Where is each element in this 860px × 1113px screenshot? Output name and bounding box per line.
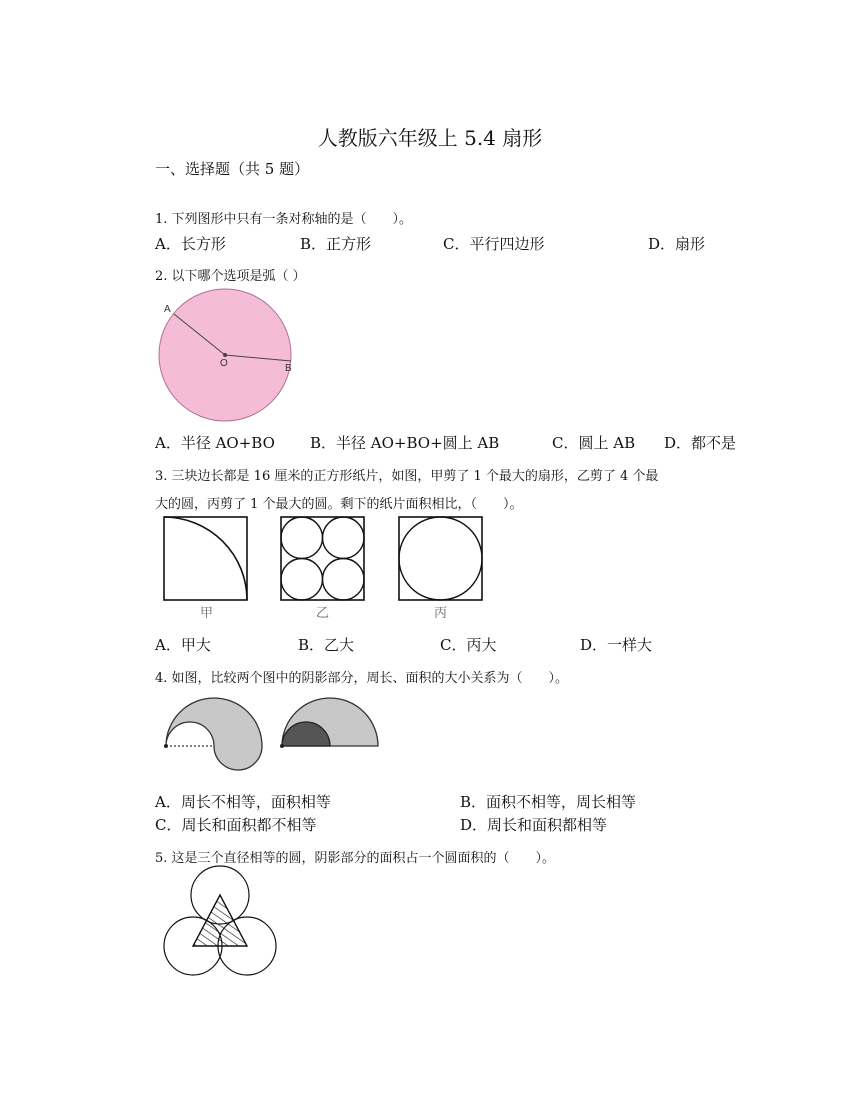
q4-left-endpoint [164,744,168,748]
q3-option-b: B．乙大 [298,636,355,654]
q2-option-a: A．半径 AO+BO [155,434,275,452]
q2-option-d: D．都不是 [664,434,737,452]
question-2-text: 2. 以下哪个选项是弧（ ） [155,269,306,284]
q1-option-b: B．正方形 [300,235,372,253]
question-4-text: 4. 如图，比较两个图中的阴影部分，周长、面积的大小关系为（ ）。 [155,671,569,686]
q1-option-c: C．平行四边形 [443,235,545,253]
q3-square-jia [164,517,247,600]
question-1-text: 1. 下列图形中只有一条对称轴的是（ ）。 [155,212,413,227]
q4-option-b: B．面积不相等，周长相等 [460,793,637,811]
q3-option-d: D．一样大 [580,636,653,654]
section-heading: 一、选择题（共 5 题） [155,160,310,178]
q4-left-shaded-region [166,698,262,770]
q1-option-a: A．长方形 [155,235,226,253]
q3-label-yi: 乙 [316,606,330,621]
q3-label-bing: 丙 [434,606,448,621]
q2-label-a: A [164,304,171,315]
q2-option-b: B．半径 AO+BO+圆上 AB [310,434,500,452]
q2-center-point [223,353,227,357]
q2-circle-figure [150,285,310,430]
q3-option-c: C．丙大 [440,636,497,654]
q1-option-d: D．扇形 [648,235,706,253]
q2-label-b: B [285,363,292,374]
q5-hatched-triangle [193,895,247,946]
q4-shaded-figure [158,690,388,780]
question-5-text: 5. 这是三个直径相等的圆，阴影部分的面积占一个圆面积的（ ）。 [155,851,556,866]
q3-label-jia: 甲 [200,606,214,621]
page-title: 人教版六年级上 5.4 扇形 [317,126,543,150]
question-3-text-line1: 3. 三块边长都是 16 厘米的正方形纸片，如图，甲剪了 1 个最大的扇形，乙剪了 4 个最 [155,469,659,484]
question-3-text-line2: 大的圆，丙剪了 1 个最大的圆。剩下的纸片面积相比，（ ）。 [155,497,523,512]
q4-option-d: D．周长和面积都相等 [460,816,608,834]
q5-three-circles-figure [160,862,280,980]
q3-squares-figure [160,515,500,623]
q3-square-yi [281,517,364,600]
q4-option-c: C．周长和面积都不相等 [155,816,317,834]
q4-right-endpoint [280,744,284,748]
q2-label-o: O [220,358,228,369]
q2-option-c: C．圆上 AB [552,434,636,452]
q4-option-a: A．周长不相等，面积相等 [155,793,331,811]
q3-option-a: A．甲大 [155,636,211,654]
